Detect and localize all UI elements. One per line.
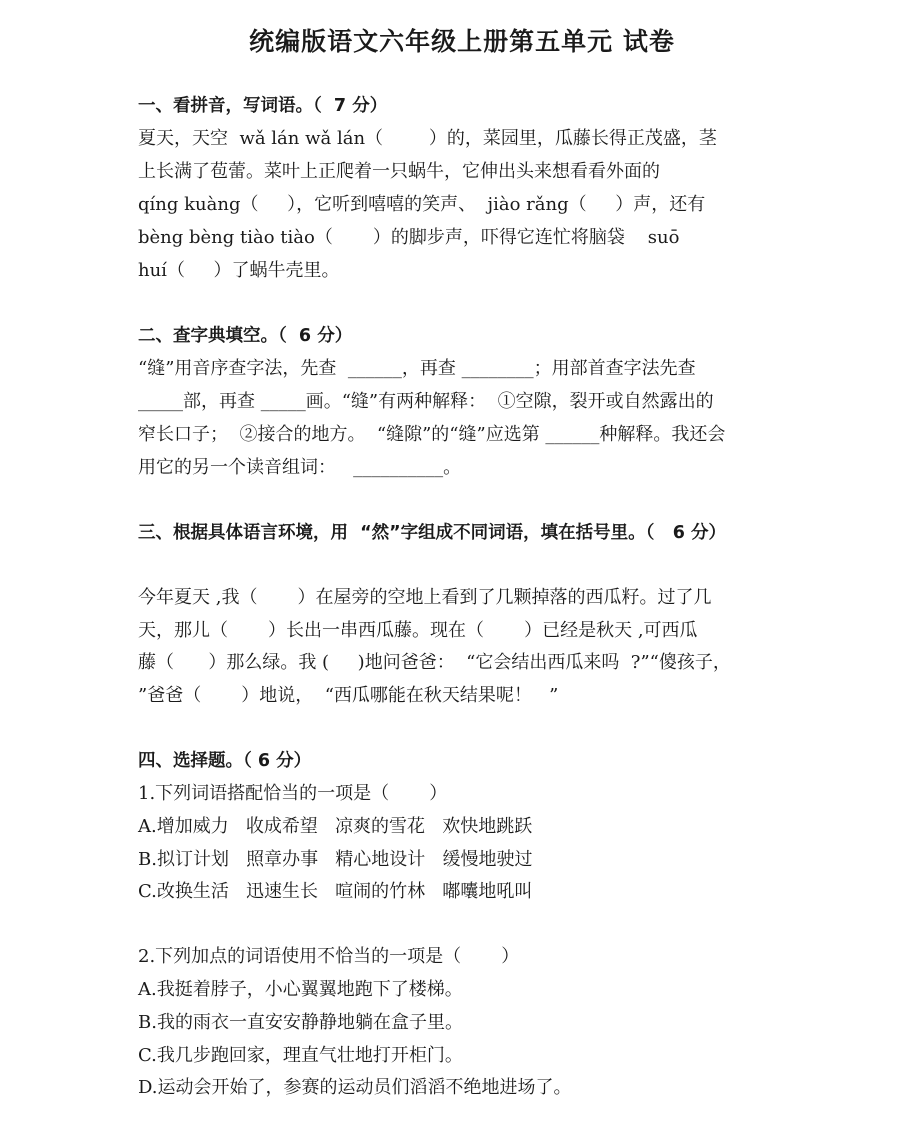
section-1-line: 夏天，天空 wǎ lán wǎ lán（ ）的，菜园里，瓜藤长得正茂盛，茎	[138, 128, 717, 149]
question-2-option-d: D.运动会开始了，参赛的运动员们滔滔不绝地进场了。	[138, 1077, 572, 1098]
question-1-option-a: A.增加威力 收成希望 凉爽的雪花 欢快地跳跃	[138, 816, 533, 837]
section-1-line: qíng kuàng（ ），它听到嘻嘻的笑声、 jiào rǎng（ ）声，还有	[138, 194, 706, 215]
exam-title: 统编版语文六年级上册第五单元 试卷	[249, 27, 675, 56]
section-2-line: 用它的另一个读音组词： __________。	[138, 457, 462, 478]
question-2-option-b: B.我的雨衣一直安安静静地躺在盒子里。	[138, 1012, 463, 1033]
section-4-heading: 四、选择题。（ 6 分）	[138, 751, 312, 771]
section-3-line: 藤（ ）那么绿。我 ( )地问爸爸： “它会结出西瓜来吗 ?”“傻孩子，	[138, 652, 731, 673]
question-1-stem: 1.下列词语搭配恰当的一项是（ ）	[138, 783, 448, 804]
question-2-option-a: A.我挺着脖子，小心翼翼地跑下了楼梯。	[138, 979, 463, 1000]
section-2-line: _____部，再查 _____画。“缝”有两种解释： ①空隙，裂开或自然露出的	[138, 391, 714, 412]
question-2-stem: 2.下列加点的词语使用不恰当的一项是（ ）	[138, 946, 520, 967]
question-1-option-c: C.改换生活 迅速生长 喧闹的竹林 嘟囔地吼叫	[138, 881, 533, 902]
section-1-line: bèng bèng tiào tiào（ ）的脚步声，吓得它连忙将脑袋 suō	[138, 227, 680, 248]
section-2-heading: 二、查字典填空。（ 6 分）	[138, 326, 353, 346]
section-1-line: 上长满了苞蕾。菜叶上正爬着一只蜗牛，它伸出头来想看看外面的	[138, 161, 660, 182]
section-1-heading: 一、看拼音，写词语。（ 7 分）	[138, 96, 388, 116]
section-3-line: 天，那儿（ ）长出一串西瓜藤。现在（ ）已经是秋天 ,可西瓜	[138, 620, 698, 641]
section-2-line: 窄长口子； ②接合的地方。 “缝隙”的“缝”应选第 ______种解释。我还会	[138, 424, 726, 445]
section-1-line: huí（ ）了蜗牛壳里。	[138, 260, 340, 281]
question-1-option-b: B.拟订计划 照章办事 精心地设计 缓慢地驶过	[138, 849, 533, 870]
section-3-line: 今年夏天 ,我（ ）在屋旁的空地上看到了几颗掉落的西瓜籽。过了几	[138, 587, 712, 608]
section-3-heading: 三、根据具体语言环境，用 “然”字组成不同词语，填在括号里。（ 6 分）	[138, 523, 726, 543]
section-3-line: ”爸爸（ ）地说， “西瓜哪能在秋天结果呢！ ”	[138, 685, 559, 706]
question-2-option-c: C.我几步跑回家，理直气壮地打开柜门。	[138, 1045, 463, 1066]
section-2-line: “缝”用音序查字法，先查 ______，再查 ________；用部首查字法先查	[138, 358, 696, 379]
